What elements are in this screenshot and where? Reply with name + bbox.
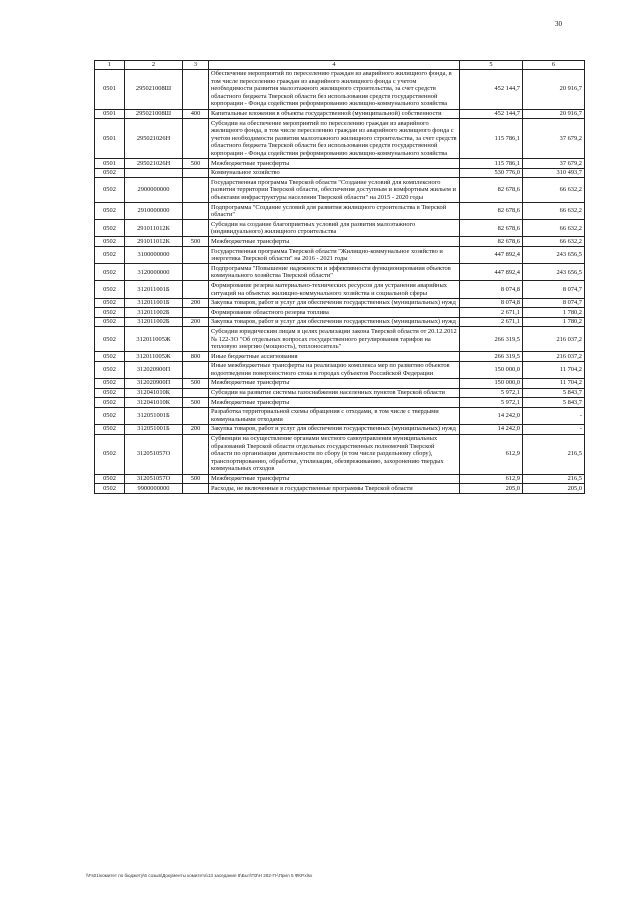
table-row xyxy=(95,308,585,318)
executed-amount-cell: 243 656,5 xyxy=(523,247,585,264)
target-article-cell: 3100000000 xyxy=(125,247,183,264)
planned-amount-cell: 452 144,7 xyxy=(460,69,523,109)
description-cell: Межбюджетные трансферты xyxy=(209,474,460,484)
section-code-cell: 0502 xyxy=(95,378,125,388)
description-cell: Обеспечение мероприятий по переселению граждан из аварийного жилищного фонда, в том числе переселению граждан из аварийного жилищного фонда с учетом необходимости развития малоэтажного жилищного строительства, за счет средств областного бюджета Тверской области без использования средств государственной корпорации - Фонда содействия реформированию жилищно-коммунального хозяйства xyxy=(209,69,460,109)
target-article-cell: 312011005Ж xyxy=(125,352,183,362)
description-cell: Разработка территориальной схемы обращения с отходами, в том числе с твердыми коммунальными отходами xyxy=(209,407,460,424)
executed-amount-cell: 8 074,7 xyxy=(523,281,585,298)
planned-amount-cell: 8 074,8 xyxy=(460,298,523,308)
target-article-cell: 312051001Б xyxy=(125,407,183,424)
table-row xyxy=(95,168,585,178)
expense-type-cell xyxy=(183,308,209,318)
target-article-cell: 295021026Н xyxy=(125,119,183,159)
expense-type-cell: 200 xyxy=(183,317,209,327)
description-cell: Межбюджетные трансферты xyxy=(209,237,460,247)
target-article-cell: 291011012К xyxy=(125,237,183,247)
executed-amount-cell: 66 632,2 xyxy=(523,237,585,247)
expense-type-cell xyxy=(183,407,209,424)
description-cell: Субсидии на обеспечение мероприятий по переселению граждан из аварийного жилищного фонда, в том числе переселению граждан из аварийного жилищного фонда с учетом необходимости развития малоэтажного жилищного строительства, за счет средств областного бюджета Тверской области без использования средств государственной корпорации - Фонда содействия реформированию жилищно-коммунального хозяйства xyxy=(209,119,460,159)
expense-type-cell: 400 xyxy=(183,109,209,119)
expense-type-cell: 200 xyxy=(183,424,209,434)
executed-amount-cell: 1 780,2 xyxy=(523,308,585,318)
table-row xyxy=(95,203,585,220)
planned-amount-cell: 82 678,6 xyxy=(460,237,523,247)
section-code-cell: 0502 xyxy=(95,298,125,308)
executed-amount-cell: 310 493,7 xyxy=(523,168,585,178)
column-header: 2 xyxy=(125,61,183,70)
description-cell: Подпрограмма "Создание условий для развития жилищного строительства в Тверской области" xyxy=(209,203,460,220)
description-cell: Государственная программа Тверской области "Создание условий для комплексного развития территории Тверской области, обеспечения доступным и комфортным жильем и объектами инфраструктуры населения Тверской области" на 2015 - 2020 годы xyxy=(209,178,460,203)
planned-amount-cell: 150 000,0 xyxy=(460,378,523,388)
table-row xyxy=(95,352,585,362)
table-row xyxy=(95,247,585,264)
expense-type-cell xyxy=(183,220,209,237)
target-article-cell: 295021008Ш xyxy=(125,109,183,119)
executed-amount-cell: 243 656,5 xyxy=(523,264,585,281)
section-code-cell: 0502 xyxy=(95,327,125,352)
executed-amount-cell: 5 843,7 xyxy=(523,388,585,398)
planned-amount-cell: 5 972,1 xyxy=(460,398,523,408)
description-cell: Капитальные вложения в объекты государственной (муниципальной) собственности xyxy=(209,109,460,119)
section-code-cell: 0502 xyxy=(95,361,125,378)
executed-amount-cell: 8 074,7 xyxy=(523,298,585,308)
footer-file-path: \\Fs01\комитет по бюджету\6 созыв\Документы комитета\13 заседание 8\Быт\ПЗ\Н 282-П-\Прил 5 ФКР.xlsx xyxy=(86,873,313,878)
target-article-cell: 3120000000 xyxy=(125,264,183,281)
section-code-cell: 0501 xyxy=(95,119,125,159)
table-row xyxy=(95,237,585,247)
section-code-cell: 0502 xyxy=(95,434,125,474)
target-article-cell: 312011002Б xyxy=(125,317,183,327)
target-article-cell: 312020900П xyxy=(125,378,183,388)
planned-amount-cell: 530 776,0 xyxy=(460,168,523,178)
target-article-cell: 312041010К xyxy=(125,388,183,398)
planned-amount-cell: 82 678,6 xyxy=(460,203,523,220)
planned-amount-cell: 5 972,1 xyxy=(460,388,523,398)
description-cell: Формирование областного резерва топлива xyxy=(209,308,460,318)
table-row xyxy=(95,378,585,388)
target-article-cell: 312041010К xyxy=(125,398,183,408)
target-article-cell: 312051057О xyxy=(125,434,183,474)
planned-amount-cell: 612,9 xyxy=(460,434,523,474)
description-cell: Подпрограмма "Повышение надежности и эффективности функционирования объектов коммунального хозяйства Тверской области" xyxy=(209,264,460,281)
section-code-cell: 0502 xyxy=(95,281,125,298)
column-header: 6 xyxy=(523,61,585,70)
section-code-cell: 0501 xyxy=(95,109,125,119)
expense-type-cell: 500 xyxy=(183,474,209,484)
table-body xyxy=(95,69,585,493)
planned-amount-cell: 8 074,8 xyxy=(460,281,523,298)
target-article-cell: 295021026Н xyxy=(125,159,183,169)
target-article-cell xyxy=(125,168,183,178)
executed-amount-cell: 37 679,2 xyxy=(523,159,585,169)
table-row xyxy=(95,398,585,408)
expense-type-cell xyxy=(183,484,209,494)
executed-amount-cell: 66 632,2 xyxy=(523,178,585,203)
table-row xyxy=(95,327,585,352)
planned-amount-cell: 452 144,7 xyxy=(460,109,523,119)
section-code-cell: 0502 xyxy=(95,484,125,494)
executed-amount-cell: 216 037,2 xyxy=(523,352,585,362)
section-code-cell: 0502 xyxy=(95,247,125,264)
table-row xyxy=(95,178,585,203)
table-row xyxy=(95,424,585,434)
target-article-cell: 312051057О xyxy=(125,474,183,484)
executed-amount-cell: 216,5 xyxy=(523,434,585,474)
section-code-cell: 0502 xyxy=(95,237,125,247)
description-cell: Иные бюджетные ассигнования xyxy=(209,352,460,362)
section-code-cell: 0502 xyxy=(95,168,125,178)
target-article-cell: 312011001Б xyxy=(125,281,183,298)
section-code-cell: 0502 xyxy=(95,264,125,281)
description-cell: Расходы, не включенные в государственные программы Тверской области xyxy=(209,484,460,494)
target-article-cell: 2900000000 xyxy=(125,178,183,203)
target-article-cell: 291011012К xyxy=(125,220,183,237)
table-row xyxy=(95,361,585,378)
planned-amount-cell: 150 000,0 xyxy=(460,361,523,378)
table-row xyxy=(95,220,585,237)
executed-amount-cell: 20 916,7 xyxy=(523,69,585,109)
expense-type-cell xyxy=(183,178,209,203)
section-code-cell: 0501 xyxy=(95,69,125,109)
target-article-cell: 312011002Б xyxy=(125,308,183,318)
expense-type-cell: 200 xyxy=(183,298,209,308)
executed-amount-cell: 1 780,2 xyxy=(523,317,585,327)
executed-amount-cell: - xyxy=(523,424,585,434)
column-header: 3 xyxy=(183,61,209,70)
description-cell: Субсидии на создание благоприятных условий для развития малоэтажного (индивидуального) жилищного строительства xyxy=(209,220,460,237)
expense-type-cell xyxy=(183,327,209,352)
expense-type-cell xyxy=(183,168,209,178)
executed-amount-cell: - xyxy=(523,407,585,424)
table-row xyxy=(95,407,585,424)
section-code-cell: 0502 xyxy=(95,317,125,327)
expense-type-cell: 800 xyxy=(183,352,209,362)
table-row xyxy=(95,388,585,398)
expense-type-cell xyxy=(183,247,209,264)
budget-table-container xyxy=(94,60,584,494)
table-header-row xyxy=(95,61,585,70)
section-code-cell: 0502 xyxy=(95,178,125,203)
expense-type-cell: 500 xyxy=(183,398,209,408)
expense-type-cell xyxy=(183,119,209,159)
section-code-cell: 0502 xyxy=(95,203,125,220)
description-cell: Закупка товаров, работ и услуг для обеспечения государственных (муниципальных) нужд xyxy=(209,424,460,434)
expense-type-cell: 500 xyxy=(183,237,209,247)
target-article-cell: 312051001Б xyxy=(125,424,183,434)
section-code-cell: 0502 xyxy=(95,398,125,408)
description-cell: Межбюджетные трансферты xyxy=(209,159,460,169)
executed-amount-cell: 11 704,2 xyxy=(523,361,585,378)
target-article-cell: 9900000000 xyxy=(125,484,183,494)
expense-type-cell xyxy=(183,203,209,220)
executed-amount-cell: 66 632,2 xyxy=(523,220,585,237)
table-row xyxy=(95,434,585,474)
planned-amount-cell: 82 678,6 xyxy=(460,220,523,237)
executed-amount-cell: 216 037,2 xyxy=(523,327,585,352)
section-code-cell: 0502 xyxy=(95,388,125,398)
description-cell: Субсидии на развитие системы газоснабжения населенных пунктов Тверской области xyxy=(209,388,460,398)
section-code-cell: 0502 xyxy=(95,352,125,362)
table-row xyxy=(95,317,585,327)
planned-amount-cell: 2 671,1 xyxy=(460,308,523,318)
executed-amount-cell: 5 843,7 xyxy=(523,398,585,408)
section-code-cell: 0502 xyxy=(95,424,125,434)
table-row xyxy=(95,159,585,169)
column-header: 4 xyxy=(209,61,460,70)
executed-amount-cell: 20 916,7 xyxy=(523,109,585,119)
executed-amount-cell: 66 632,2 xyxy=(523,203,585,220)
section-code-cell: 0502 xyxy=(95,220,125,237)
column-header: 5 xyxy=(460,61,523,70)
expense-type-cell xyxy=(183,281,209,298)
table-row xyxy=(95,484,585,494)
description-cell: Межбюджетные трансферты xyxy=(209,378,460,388)
description-cell: Формирование резерва материально-технических ресурсов для устранения аварийных ситуаций на объектах жилищно-коммунального хозяйства и социальной сферы xyxy=(209,281,460,298)
description-cell: Государственная программа Тверской области "Жилищно-коммунальное хозяйство и энергетика Тверской области" на 2016 - 2021 годы xyxy=(209,247,460,264)
description-cell: Межбюджетные трансферты xyxy=(209,398,460,408)
executed-amount-cell: 205,0 xyxy=(523,484,585,494)
planned-amount-cell: 115 786,1 xyxy=(460,119,523,159)
table-header xyxy=(95,61,585,70)
planned-amount-cell: 266 319,5 xyxy=(460,327,523,352)
table-row xyxy=(95,281,585,298)
table-row xyxy=(95,298,585,308)
description-cell: Субвенции на осуществление органами местного самоуправления муниципальных образований Тверской области отдельных государственных полномочий Тверской области по организации деятельности по сбору (в том числе раздельному сбору), транспортированию, обработке, утилизации, обезвреживанию, захоронению твердых коммунальных отходов xyxy=(209,434,460,474)
planned-amount-cell: 14 242,0 xyxy=(460,407,523,424)
target-article-cell: 312020900П xyxy=(125,361,183,378)
expense-type-cell: 500 xyxy=(183,159,209,169)
planned-amount-cell: 266 319,5 xyxy=(460,352,523,362)
table-row xyxy=(95,264,585,281)
target-article-cell: 312011001Б xyxy=(125,298,183,308)
expense-type-cell: 500 xyxy=(183,378,209,388)
expense-type-cell xyxy=(183,264,209,281)
planned-amount-cell: 14 242,0 xyxy=(460,424,523,434)
description-cell: Закупка товаров, работ и услуг для обеспечения государственных (муниципальных) нужд xyxy=(209,298,460,308)
section-code-cell: 0502 xyxy=(95,407,125,424)
table-row xyxy=(95,119,585,159)
planned-amount-cell: 82 678,6 xyxy=(460,178,523,203)
section-code-cell: 0501 xyxy=(95,159,125,169)
budget-table xyxy=(94,60,585,494)
planned-amount-cell: 205,0 xyxy=(460,484,523,494)
section-code-cell: 0502 xyxy=(95,474,125,484)
target-article-cell: 2910000000 xyxy=(125,203,183,220)
executed-amount-cell: 37 679,2 xyxy=(523,119,585,159)
planned-amount-cell: 2 671,1 xyxy=(460,317,523,327)
executed-amount-cell: 11 704,2 xyxy=(523,378,585,388)
column-header: 1 xyxy=(95,61,125,70)
expense-type-cell xyxy=(183,69,209,109)
section-code-cell: 0502 xyxy=(95,308,125,318)
expense-type-cell xyxy=(183,361,209,378)
planned-amount-cell: 447 892,4 xyxy=(460,264,523,281)
description-cell: Иные межбюджетные трансферты на реализацию комплекса мер по развитию объектов водоотведения поверхностного стока в городах субъектов Российской Федерации xyxy=(209,361,460,378)
executed-amount-cell: 216,5 xyxy=(523,474,585,484)
planned-amount-cell: 612,9 xyxy=(460,474,523,484)
expense-type-cell xyxy=(183,434,209,474)
table-row xyxy=(95,109,585,119)
description-cell: Коммунальное хозяйство xyxy=(209,168,460,178)
page-number: 30 xyxy=(555,20,562,28)
target-article-cell: 312011005Ж xyxy=(125,327,183,352)
description-cell: Закупка товаров, работ и услуг для обеспечения государственных (муниципальных) нужд xyxy=(209,317,460,327)
table-row xyxy=(95,474,585,484)
planned-amount-cell: 115 786,1 xyxy=(460,159,523,169)
target-article-cell: 295021008Ш xyxy=(125,69,183,109)
description-cell: Субсидии юридическим лицам в целях реализации закона Тверской области от 20.12.2012 № 122-ЗО "Об отдельных вопросах государственного регулирования тарифов на тепловую энергию (мощность), теплоноситель" xyxy=(209,327,460,352)
table-row xyxy=(95,69,585,109)
planned-amount-cell: 447 892,4 xyxy=(460,247,523,264)
expense-type-cell xyxy=(183,388,209,398)
